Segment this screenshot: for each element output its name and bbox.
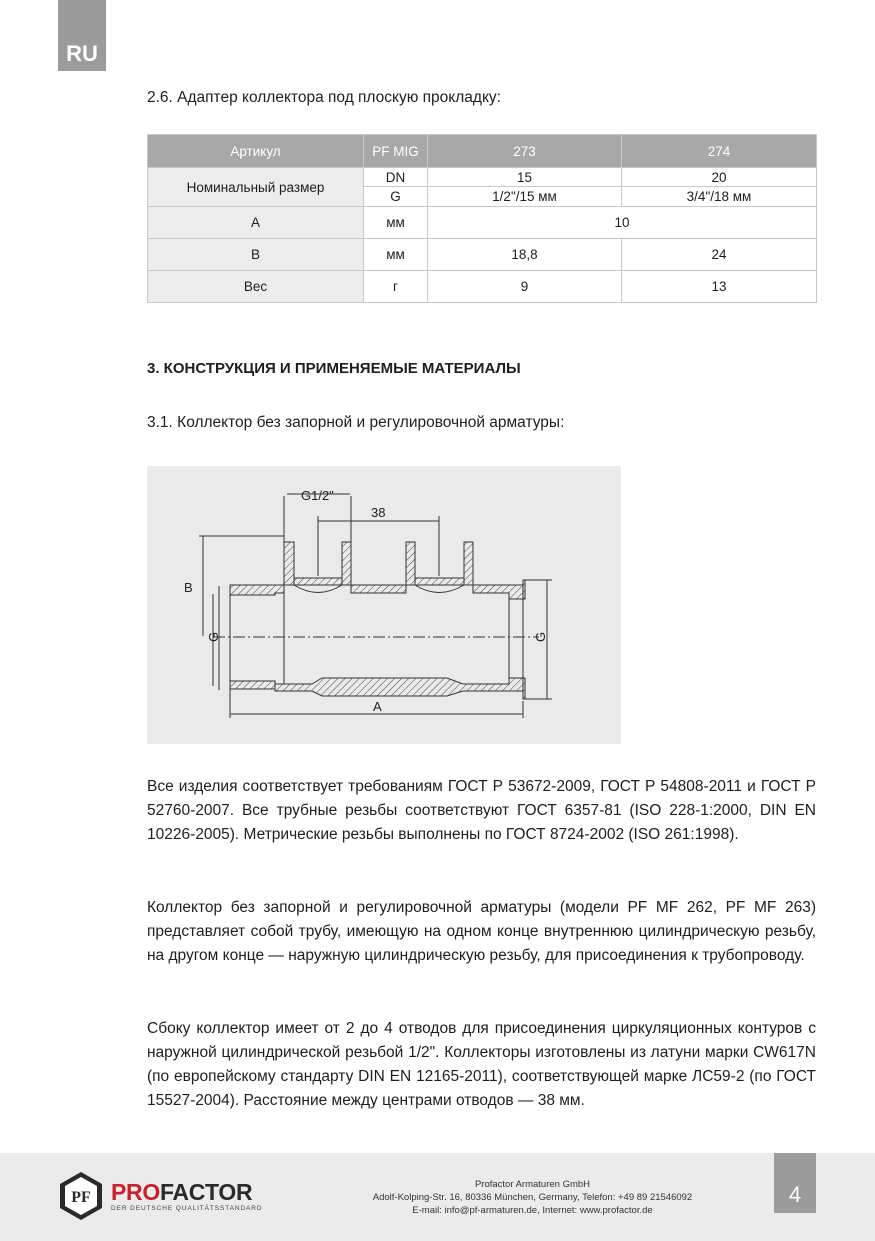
wall-bottom-main — [275, 678, 525, 699]
header-article: Артикул — [148, 135, 364, 168]
weight-unit: г — [364, 271, 428, 303]
g-value-274: 3/4"/18 мм — [622, 187, 817, 207]
page-footer — [0, 1153, 875, 1241]
nominal-size-label: Номинальный размер — [148, 168, 364, 207]
company-info — [330, 1178, 735, 1217]
section-3-heading: 3. КОНСТРУКЦИЯ И ПРИМЕНЯЕМЫЕ МАТЕРИАЛЫ — [147, 360, 521, 377]
b-value-273: 18,8 — [428, 239, 622, 271]
outlet-2-left-wall — [406, 542, 415, 585]
outlet-1-arc — [294, 585, 342, 593]
outlet-1-base — [294, 578, 342, 585]
collector-technical-drawing — [147, 466, 621, 744]
g-value-273: 1/2"/15 мм — [428, 187, 622, 207]
company-address: Adolf-Kolping-Str. 16, 80336 München, Germany, Telefon: +49 89 21546092 — [372, 1192, 693, 1203]
header-pf-mig: PF MIG — [364, 135, 428, 168]
logo-badge-text: PF — [71, 1189, 91, 1206]
section-3-1-heading: 3.1. Коллектор без запорной и регулировочной арматуры: — [147, 414, 565, 431]
weight-label: Вес — [148, 271, 364, 303]
b-unit: мм — [364, 239, 428, 271]
header-274: 274 — [622, 135, 817, 168]
g-label: G — [364, 187, 428, 207]
header-273: 273 — [428, 135, 622, 168]
section-2-6-heading: 2.6. Адаптер коллектора под плоскую прокладку: — [147, 89, 501, 106]
paragraph-outlets: Сбоку коллектор имеет от 2 до 4 отводов для присоединения циркуляционных контуров с наружной цилиндрической резьбой 1/2". Коллекторы изготовлены из латуни марки CW617N (по европейскому стандарту DIN EN 12165-2011), соответствующей марке ЛС59-2 (по ГОСТ 15527-2004). Расстояние между центрами отводов — 38 мм. — [147, 1020, 816, 1109]
a-value: 10 — [428, 207, 817, 239]
collector-drawing-svg — [147, 466, 621, 744]
label-g12: G1/2" — [301, 488, 334, 503]
outlet-1-right-wall — [342, 542, 351, 585]
weight-value-274: 13 — [622, 271, 817, 303]
outlet-2-right-wall — [464, 542, 473, 585]
label-38: 38 — [371, 505, 386, 520]
company-contacts: E-mail: info@pf-armaturen.de, Internet: www.profactor.de — [412, 1205, 653, 1216]
b-value-274: 24 — [622, 239, 817, 271]
label-b: B — [184, 580, 193, 595]
outlet-1-left-wall — [284, 542, 294, 585]
spec-table — [147, 134, 817, 303]
b-label: B — [148, 239, 364, 271]
wall-bottom-left — [230, 681, 275, 689]
brand-factor: FACTOR — [159, 1179, 253, 1205]
paragraph-standards: Все изделия соответствует требованиям ГОСТ Р 53672-2009, ГОСТ Р 54808-2011 и ГОСТ Р 52760-2007. Все трубные резьбы соответствуют ГОСТ 6357-81 (ISO 228-1:2000, DIN EN 10226-2005). Метрические резьбы выполнены по ГОСТ 8724-2002 (ISO 261:1998). — [147, 778, 816, 843]
weight-value-273: 9 — [428, 271, 622, 303]
dn-label: DN — [364, 168, 428, 187]
company-name: Profactor Armaturen GmbH — [474, 1179, 591, 1190]
a-label: A — [148, 207, 364, 239]
profactor-logo-icon — [58, 1170, 104, 1222]
outlet-2-arc — [415, 585, 464, 593]
a-unit: мм — [364, 207, 428, 239]
paragraph-description: Коллектор без запорной и регулировочной арматуры (модели PF MF 262, PF MF 263) представляет собой трубу, имеющую на одном конце внутреннюю цилиндрическую резьбу, на другом конце — наружную цилиндрическую резьбу, для присоединения к трубопроводу. — [147, 899, 816, 964]
table-row-dn — [148, 168, 817, 187]
wall-top-middle — [351, 585, 406, 593]
dn-value-274: 20 — [622, 168, 817, 187]
language-label: RU — [66, 41, 98, 66]
table-header-row — [148, 135, 817, 168]
table-row-weight — [148, 271, 817, 303]
brand-tagline: DER DEUTSCHE QUALITÄTSSTANDARD — [111, 1205, 263, 1212]
outlet-2-base — [415, 578, 464, 585]
wall-top-left — [230, 585, 284, 595]
label-a: A — [373, 699, 382, 714]
dn-value-273: 15 — [428, 168, 622, 187]
brand-wordmark — [111, 1179, 252, 1206]
brand-pro: PRO — [111, 1179, 160, 1205]
table-row-a — [148, 207, 817, 239]
label-g-right: G — [533, 631, 548, 642]
label-g-left: G — [206, 631, 221, 642]
table-row-b — [148, 239, 817, 271]
page-number: 4 — [774, 1153, 816, 1213]
wall-top-right — [473, 580, 525, 599]
language-tab — [58, 0, 106, 71]
